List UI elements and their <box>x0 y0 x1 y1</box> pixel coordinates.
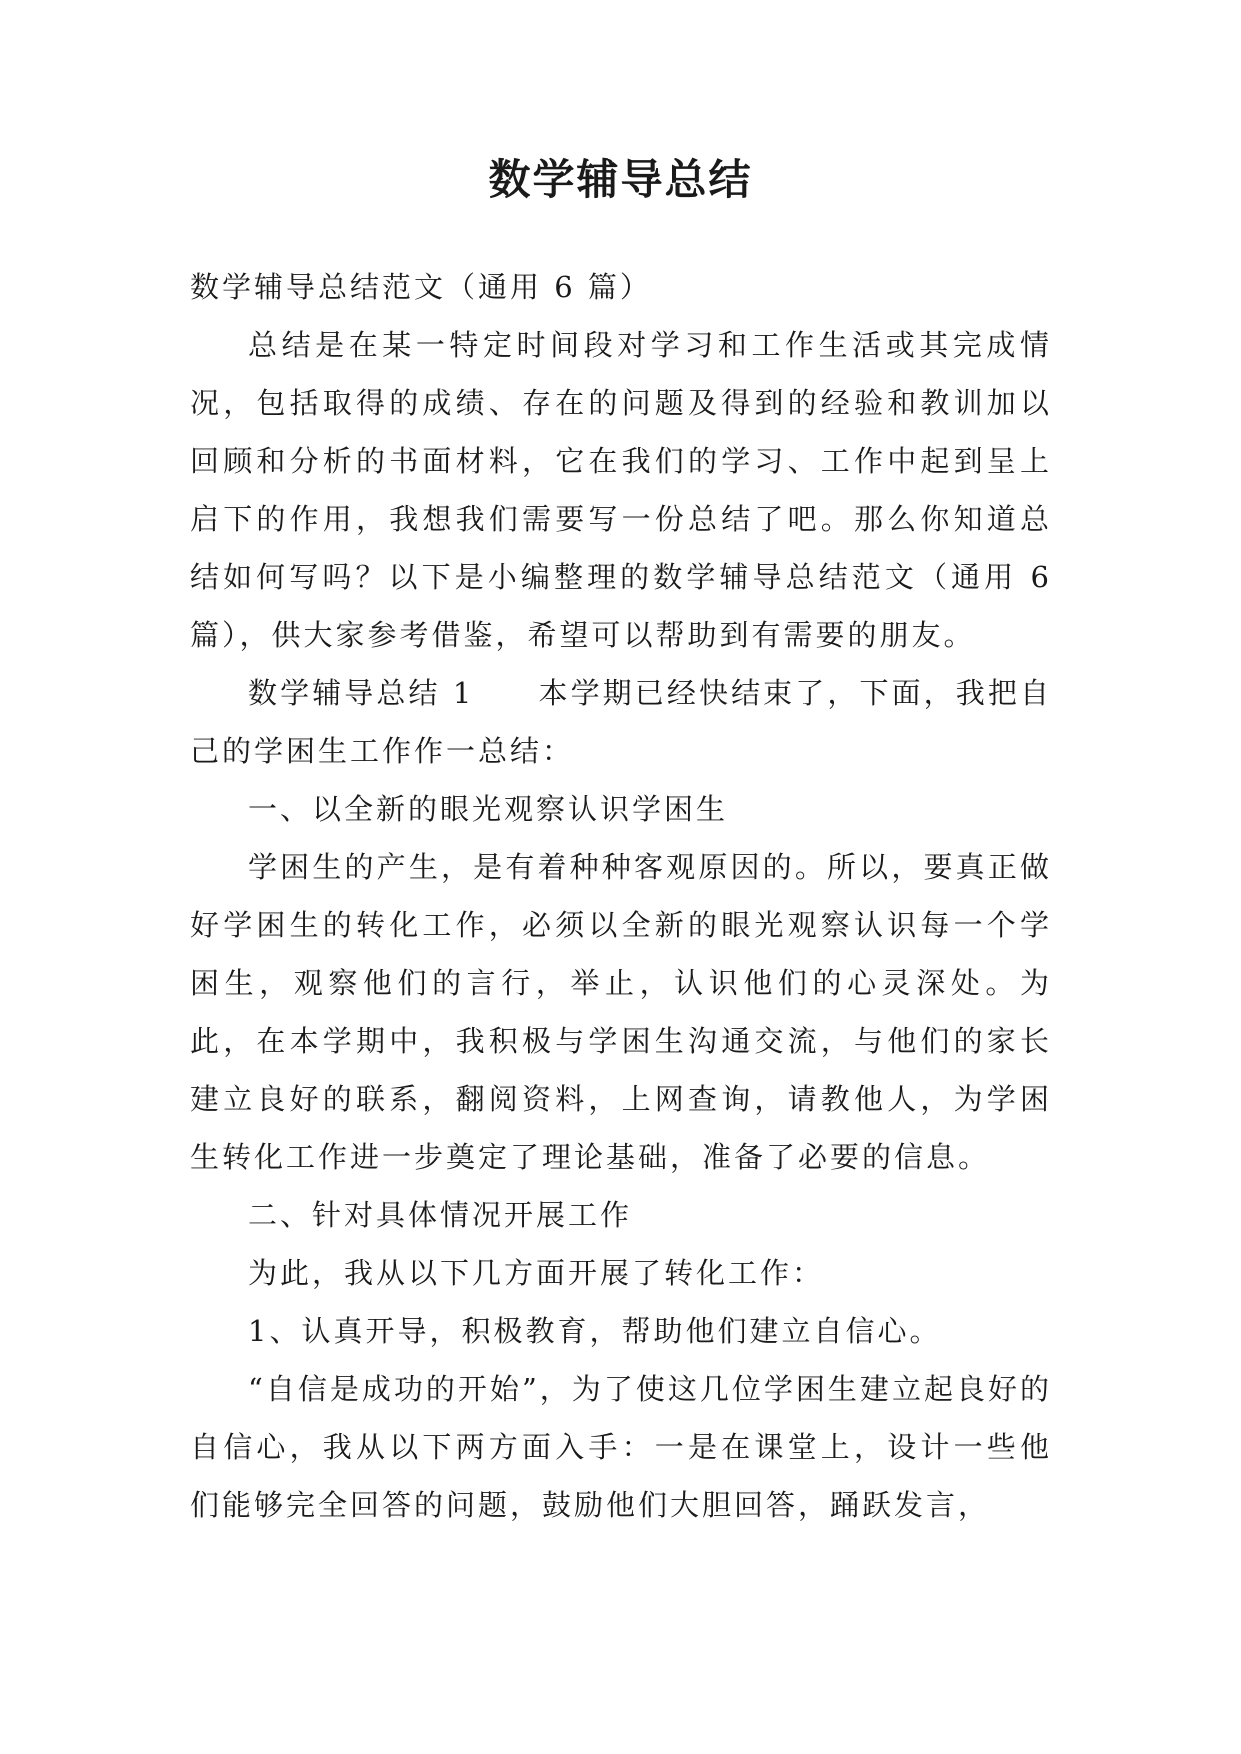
intro-paragraph: 总结是在某一特定时间段对学习和工作生活或其完成情况，包括取得的成绩、存在的问题及得到的经验和教训加以回顾和分析的书面材料，它在我们的学习、工作中起到呈上启下的作用，我想我们需要写一份总结了吧。那么你知道总结如何写吗？以下是小编整理的数学辅导总结范文（通用 6 篇），供大家参考借鉴，希望可以帮助到有需要的朋友。 <box>190 328 1052 652</box>
item-1-heading: 1、认真开导，积极教育，帮助他们建立自信心。 <box>248 1314 942 1348</box>
point-2-heading: 二、针对具体情况开展工作 <box>248 1198 633 1232</box>
point-2-intro: 为此，我从以下几方面开展了转化工作： <box>248 1256 825 1290</box>
point-1-body: 学困生的产生，是有着种种客观原因的。所以，要真正做好学困生的转化工作，必须以全新的眼光观察认识每一个学困生，观察他们的言行，举止，认识他们的心灵深处。为此，在本学期中，我积极与学困生沟通交流，与他们的家长建立良好的联系，翻阅资料，上网查询，请教他人，为学困生转化工作进一步奠定了理论基础，准备了必要的信息。 <box>190 850 1052 1174</box>
section-1-heading: 数学辅导总结 1 <box>248 676 475 710</box>
document-title: 数学辅导总结 <box>488 155 753 204</box>
section-1-opening: 本学期已经快结束了，下面，我把自己的学困生工作作一总结： <box>190 676 1052 768</box>
section-1-paragraph <box>190 664 1052 780</box>
item-1-body: “自信是成功的开始”，为了使这几位学困生建立起良好的自信心，我从以下两方面入手：一是在课堂上，设计一些他们能够完全回答的问题，鼓励他们大胆回答，踊跃发言， <box>190 1372 1052 1522</box>
document-body <box>190 258 1052 1534</box>
document-subtitle: 数学辅导总结范文（通用 6 篇） <box>190 270 652 304</box>
point-1-heading: 一、以全新的眼光观察认识学困生 <box>248 792 729 826</box>
